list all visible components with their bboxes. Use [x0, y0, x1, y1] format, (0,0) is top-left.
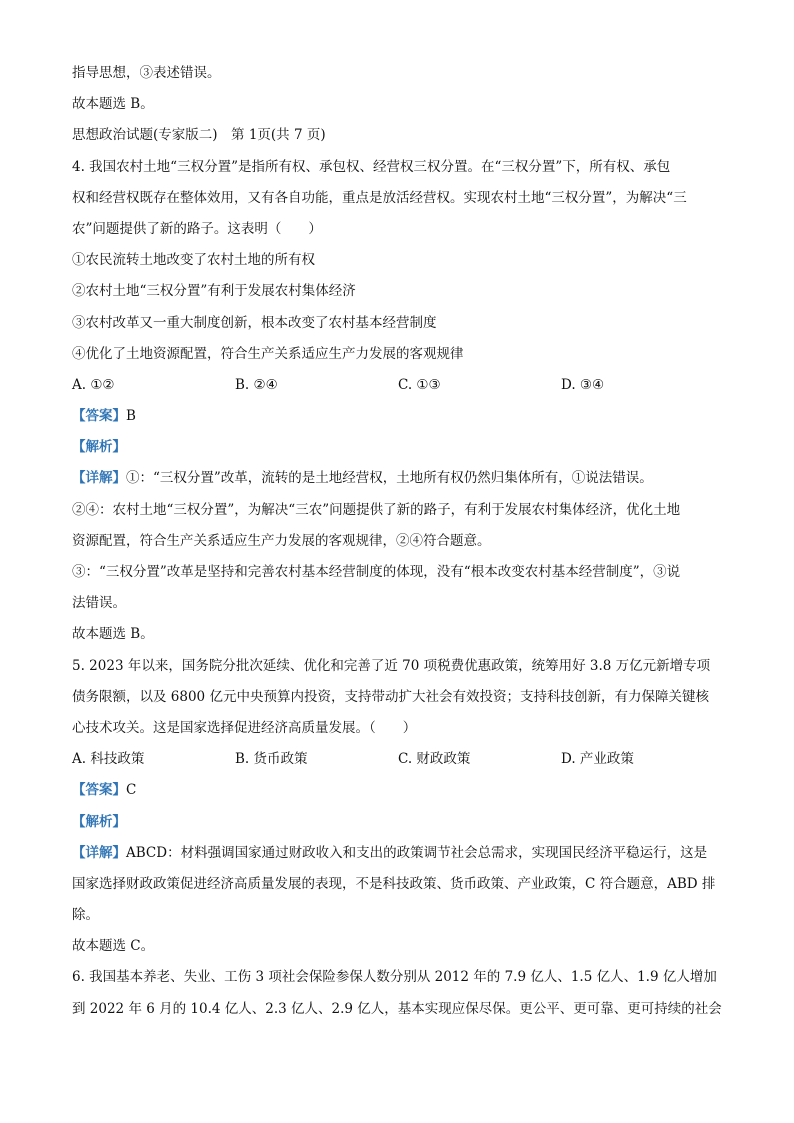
analysis-line [72, 432, 724, 463]
options-row [72, 370, 724, 401]
question-stem: 6. 我国基本养老、失业、工伤 3 项社会保险参保人数分别从 2012 年的 7.9 亿人、1.5 亿人、1.9 亿人增加 [72, 969, 717, 986]
question-stem: 到 2022 年 6 月的 10.4 亿人、2.3 亿人、2.9 亿人，基本实现应保尽保。更公平、更可靠、更可持续的社会 [72, 1000, 722, 1017]
statement-1: ①农民流转土地改变了农村土地的所有权 [72, 252, 315, 269]
question-stem: 5. 2023 年以来，国务院分批次延续、优化和完善了近 70 项税费优惠政策，统筹用好 3.8 万亿元新增专项 [72, 657, 711, 674]
question-stem: 农”问题提供了新的路子。这表明（ ） [72, 220, 322, 237]
answer-tag: 【答案】 [72, 782, 126, 799]
detail-line [72, 463, 724, 494]
answer-line [72, 401, 724, 432]
option-c: C. 财政政策 [398, 751, 471, 768]
conclusion-line: 故本题选 B。 [72, 96, 154, 113]
analysis-tag: 【解析】 [72, 439, 126, 456]
option-a: A. 科技政策 [72, 751, 145, 768]
statement-2: ②农村土地“三权分置”有利于发展农村集体经济 [72, 283, 356, 300]
answer-line [72, 775, 724, 806]
answer-tag: 【答案】 [72, 408, 126, 425]
options-row [72, 744, 724, 775]
option-d: D. 产业政策 [561, 751, 634, 768]
option-d: D. ③④ [561, 376, 605, 393]
document-page [72, 58, 724, 1025]
question-4 [72, 152, 724, 651]
option-b: B. ②④ [235, 376, 278, 393]
detail-text: ②④：农村土地“三权分置”，为解决“三农”问题提供了新的路子，有利于发展农村集体经济，优化土地 [72, 501, 681, 518]
conclusion-line: 故本题选 B。 [72, 626, 154, 643]
detail-text: 除。 [72, 907, 99, 924]
question-5 [72, 651, 724, 963]
detail-tag: 【详解】 [72, 470, 126, 487]
answer-value: B [126, 408, 136, 425]
detail-text: 法错误。 [72, 595, 126, 612]
conclusion-line: 故本题选 C。 [72, 938, 155, 955]
statement-3: ③农村改革又一重大制度创新，根本改变了农村基本经营制度 [72, 314, 437, 331]
question-6 [72, 962, 724, 1024]
analysis-line [72, 807, 724, 838]
option-a: A. ①② [72, 376, 115, 393]
detail-line [72, 838, 724, 869]
answer-value: C [126, 782, 137, 799]
detail-text: ①：“三权分置”改革，流转的是土地经营权，土地所有权仍然归集体所有，①说法错误。 [126, 470, 653, 487]
analysis-tag: 【解析】 [72, 813, 126, 830]
text-line: 指导思想，③表述错误。 [72, 65, 221, 81]
detail-text: 国家选择财政政策促进经济高质量发展的表现，不是科技政策、货币政策、产业政策，C 符合题意，ABD 排 [72, 875, 716, 892]
detail-text: 资源配置，符合生产关系适应生产力发展的客观规律，②④符合题意。 [72, 532, 491, 549]
question-stem: 权和经营权既存在整体效用，又有各自功能，重点是放活经营权。实现农村土地“三权分置”，为解决“三 [72, 189, 687, 206]
detail-text: ABCD：材料强调国家通过财政收入和支出的政策调节社会总需求，实现国民经济平稳运行，这是 [126, 844, 708, 861]
option-c: C. ①③ [398, 376, 441, 393]
page-footer-text: 思想政治试题(专家版二) 第 1页(共 7 页) [72, 127, 326, 144]
statement-4: ④优化了土地资源配置，符合生产关系适应生产力发展的客观规律 [72, 345, 464, 362]
detail-tag: 【详解】 [72, 844, 126, 861]
question-stem: 债务限额，以及 6800 亿元中央预算内投资，支持带动扩大社会有效投资；支持科技创新，有力保障关键核 [72, 688, 709, 705]
question-stem: 4. 我国农村土地“三权分置”是指所有权、承包权、经营权三权分置。在“三权分置”下，所有权、承包 [72, 158, 671, 175]
detail-text: ③：“三权分置”改革是坚持和完善农村基本经营制度的体现，没有“根本改变农村基本经营制度”，③说 [72, 564, 681, 580]
option-b: B. 货币政策 [235, 751, 308, 768]
question-stem: 心技术攻关。这是国家选择促进经济高质量发展。（ ） [72, 719, 417, 736]
